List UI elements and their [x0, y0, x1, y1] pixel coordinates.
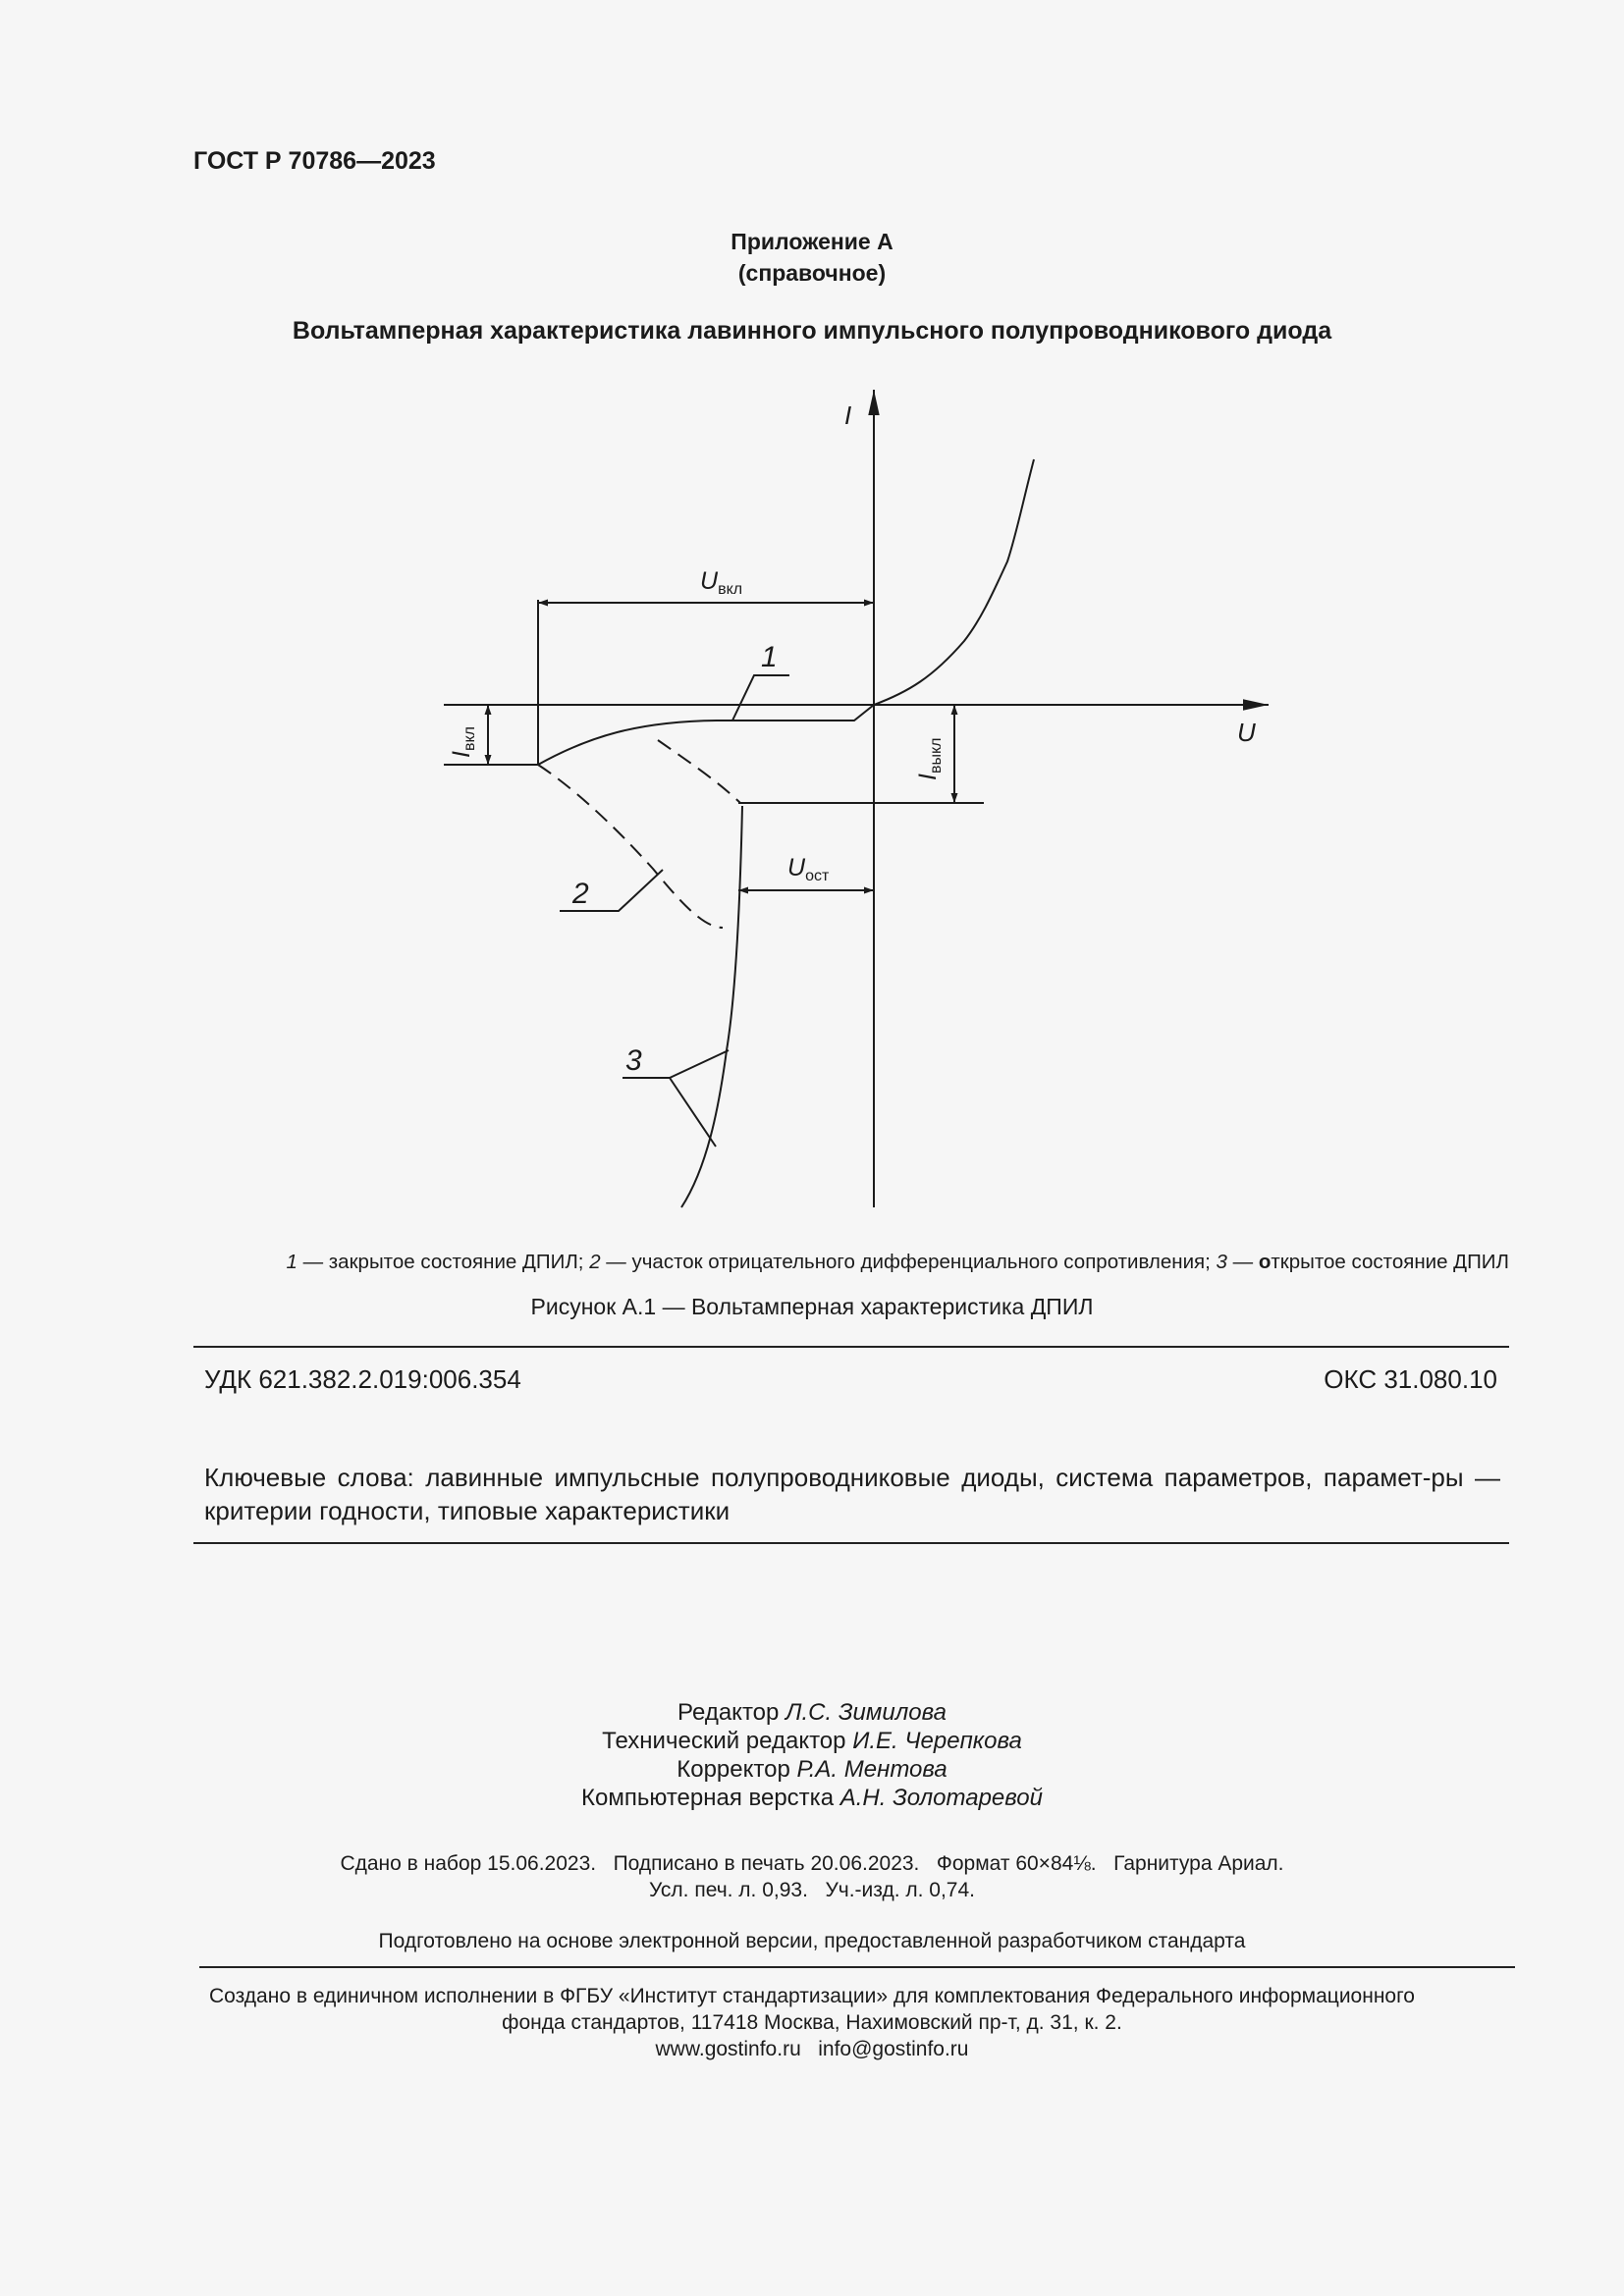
figure-legend: 1 — закрытое состояние ДПИЛ; 2 — участок отрицательного дифференциального сопротивления; 3 — открытое состояние ДПИЛ [286, 1251, 1509, 1273]
credit-editor: Редактор Л.С. Зимилова [677, 1699, 947, 1726]
appendix-type: (справочное) [737, 260, 887, 286]
keywords: Ключевые слова: лавинные импульсные полупроводниковые диоды, система параметров, парамет-ры — критерии годности, типовые характеристики [204, 1463, 1500, 1525]
curve-forward-branch [874, 459, 1034, 705]
prepared-note: Подготовлено на основе электронной версии, предоставленной разработчиком стандарта [378, 1930, 1246, 1952]
curve-negative-resistance [538, 765, 723, 928]
appendix-block [0, 226, 1624, 289]
divider-keywords [193, 1542, 1509, 1544]
callout-3-label: 3 [625, 1044, 642, 1077]
i-vykl-label: $I_{выкл}$ [914, 737, 945, 780]
oks-code: ОКС 31.080.10 [1324, 1364, 1497, 1394]
footer-line2: фонда стандартов, 117418 Москва, Нахимовский пр-т, д. 31, к. 2. [502, 2011, 1122, 2034]
i-vkl-label: $I_{вкл}$ [448, 726, 478, 758]
footer-contacts: www.gostinfo.ru info@gostinfo.ru [655, 2038, 969, 2060]
footer-line1: Создано в единичном исполнении в ФГБУ «Институт стандартизации» для комплектования Федерального информационного [209, 1985, 1415, 2007]
curve-negative-resistance-upper [658, 740, 740, 803]
callout-1-leader [732, 675, 789, 721]
divider-top [193, 1346, 1509, 1348]
credit-tech-editor: Технический редактор И.Е. Черепкова [602, 1728, 1022, 1754]
u-ost-label: $U_{ост}$ [787, 854, 830, 884]
footer-block [0, 1983, 1624, 2062]
curve-open-state [681, 806, 742, 1207]
callout-1-label: 1 [761, 641, 778, 673]
divider-footer [199, 1966, 1515, 1968]
axis-i-label: I [844, 400, 852, 430]
axis-u-label: U [1237, 718, 1256, 747]
udk-code: УДК 621.382.2.019:006.354 [204, 1364, 521, 1394]
publication-info-line1: Сдано в набор 15.06.2023. Подписано в печать 20.06.2023. Формат 60×84⅛. Гарнитура Ариал. [340, 1852, 1284, 1875]
iv-characteristic-figure [422, 383, 1306, 1227]
curve-closed-state [538, 705, 874, 765]
publication-info-line2: Усл. печ. л. 0,93. Уч.-изд. л. 0,74. [648, 1879, 975, 1901]
document-id: ГОСТ Р 70786—2023 [193, 147, 436, 175]
callout-3-leader-lower [670, 1078, 716, 1147]
publication-info [0, 1850, 1624, 1903]
credit-layout: Компьютерная верстка А.Н. Золотаревой [581, 1785, 1043, 1811]
appendix-title: Приложение А [731, 229, 893, 254]
credit-proofreader: Корректор Р.А. Ментова [677, 1756, 947, 1783]
credits-block [0, 1698, 1624, 1812]
u-vkl-label: $U_{вкл}$ [700, 567, 743, 598]
callout-2-label: 2 [572, 878, 589, 910]
appendix-heading: Вольтамперная характеристика лавинного импульсного полупроводникового диода [292, 317, 1332, 345]
figure-caption: Рисунок А.1 — Вольтамперная характеристика ДПИЛ [530, 1294, 1094, 1319]
